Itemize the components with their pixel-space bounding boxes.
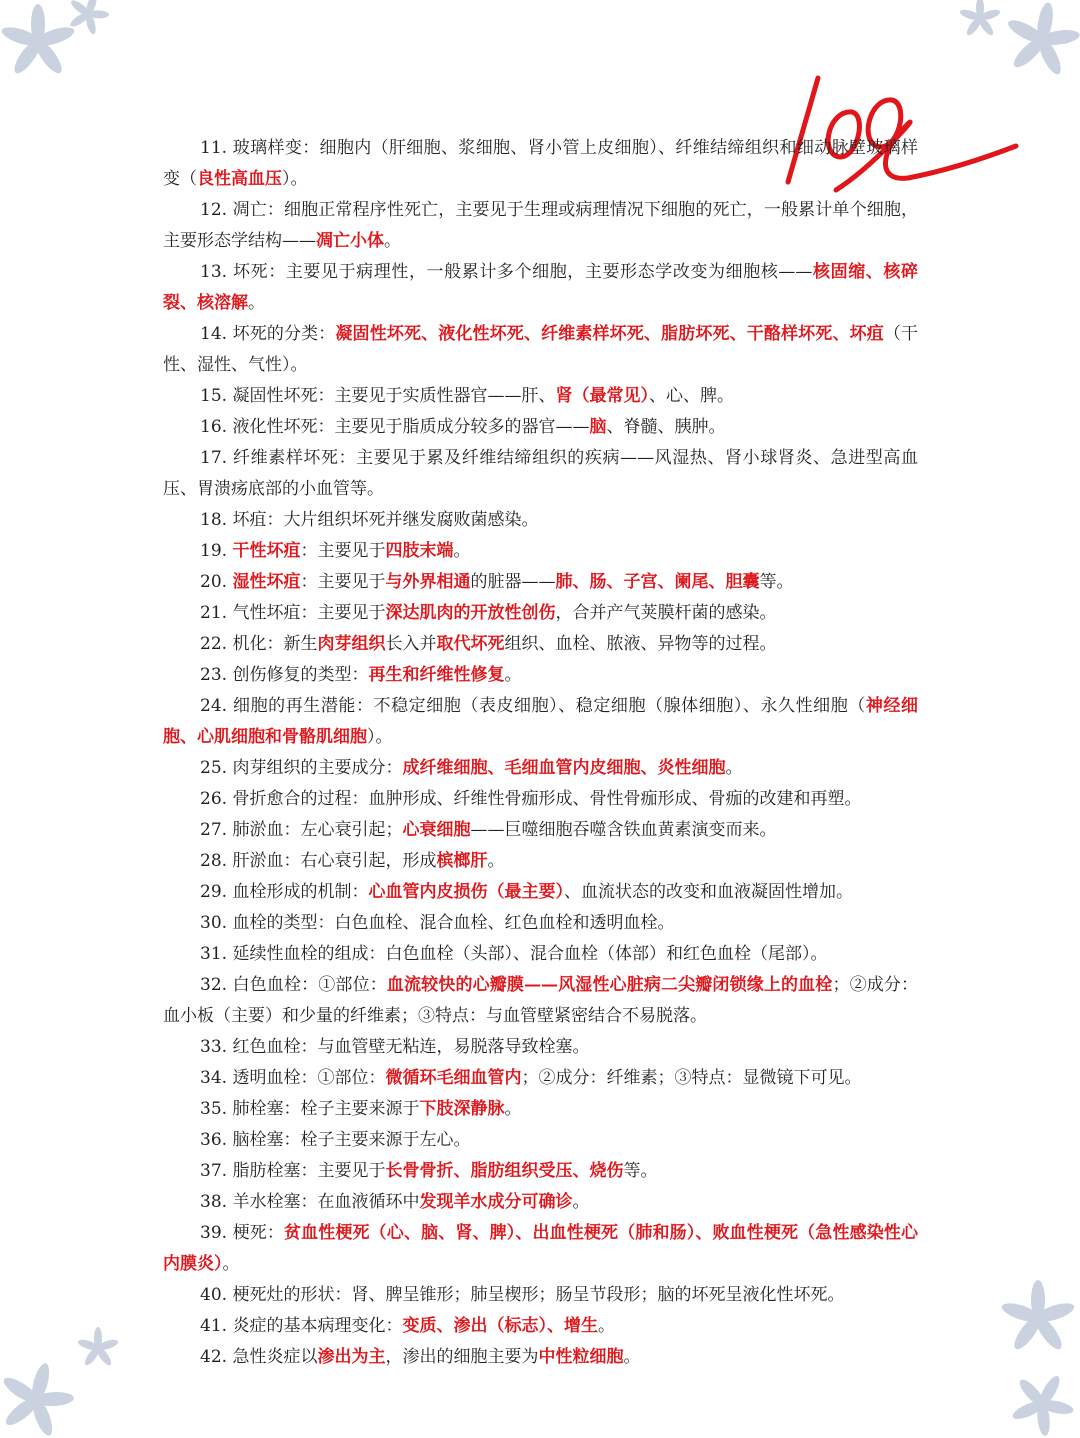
flower-decoration-bottom-right-icon [950,1270,1080,1438]
note-item [163,815,918,846]
note-text: ：主要见于 [300,572,386,592]
note-text: 29. 血栓形成的机制： [200,882,369,902]
note-text: ；②成分：血小板（主要）和少量的纤维素；③特点：与血管壁紧密结合不易脱落。 [163,975,919,1026]
note-text: 14. 坏死的分类： [200,324,336,344]
key-point-highlight: 凝固性坏死、液化性坏死、纤维素样坏死、脂肪坏死、干酪样坏死、坏疽 [335,324,884,344]
key-point-highlight: 心衰细胞 [402,820,471,840]
note-text: 40. 梗死灶的形状：肾、脾呈锥形；肺呈楔形；肠呈节段形；脑的坏死呈液化性坏死。 [200,1285,845,1305]
note-text: 31. 延续性血栓的组成：白色血栓（头部）、混合血栓（体部）和红色血栓（尾部）。 [200,944,828,964]
key-point-highlight: 再生和纤维性修复 [368,665,505,685]
key-point-highlight: 血流较快的心瓣膜——风湿性心脏病二尖瓣闭锁缘上的血栓 [386,975,833,995]
flower-decoration-bottom-left-icon [0,1318,130,1438]
note-item [163,1218,918,1280]
key-point-highlight: 深达肌肉的开放性创伤 [385,603,556,623]
key-point-highlight: 肉芽组织 [317,634,386,654]
note-item [163,1187,918,1218]
note-item [163,1032,918,1063]
note-item [163,691,918,753]
note-item [163,505,918,536]
note-text: 。 [248,293,265,313]
note-text: 32. 白色血栓：①部位： [200,975,387,995]
note-item [163,195,918,257]
note-text: 36. 脑栓塞：栓子主要来源于左心。 [200,1130,471,1150]
key-point-highlight: 凋亡小体 [316,231,384,251]
note-item [163,877,918,908]
note-text: 。 [623,1347,641,1367]
note-item [163,412,918,443]
key-point-highlight: 渗出为主 [317,1347,386,1367]
note-text: 42. 急性炎症以 [200,1347,318,1367]
note-item [163,319,918,381]
note-item [163,1094,918,1125]
key-point-highlight: 四肢末端 [385,541,454,561]
key-point-highlight: 与外界相通 [385,572,471,592]
note-text: 。 [504,1099,522,1119]
note-text: 。 [504,665,522,685]
note-text: 30. 血栓的类型：白色血栓、混合血栓、红色血栓和透明血栓。 [200,913,675,933]
note-text: 。 [572,1192,590,1212]
key-point-highlight: 发现羊水成分可确诊 [419,1192,573,1212]
key-point-highlight: 良性高血压 [197,169,282,189]
note-text: 等。 [623,1161,658,1181]
note-text: 21. 气性坏疽：主要见于 [200,603,386,623]
flower-decoration-top-left-icon [0,0,130,110]
note-text: ；②成分：纤维素；③特点：显微镜下可见。 [521,1068,862,1088]
note-text: 38. 羊水栓塞：在血液循环中 [200,1192,420,1212]
key-point-highlight: 肾（最常见） [555,386,649,406]
note-text: 22. 机化：新生 [200,634,318,654]
key-point-highlight: 成纤维细胞、毛细血管内皮细胞、炎性细胞 [402,758,726,778]
note-text: （干性、湿性、气性）。 [163,324,918,375]
note-text: 19. [200,541,233,561]
note-text: 20. [200,572,233,592]
note-text: 17. 纤维素样坏死：主要见于累及纤维结缔组织的疾病——风湿热、肾小球肾炎、急进型高血压、胃溃疡底部的小血管等。 [163,448,918,499]
note-text: 13. 坏死：主要见于病理性，一般累计多个细胞，主要形态学改变为细胞核—— [200,262,813,282]
key-point-highlight: 肺、肠、子宫、阑尾、胆囊 [555,572,760,592]
note-text: 。 [725,758,743,778]
note-text: 。 [453,541,471,561]
note-item [163,598,918,629]
note-text: 24. 细胞的再生潜能：不稳定细胞（表皮细胞）、稳定细胞（腺体细胞）、永久性细胞（ [200,696,866,716]
key-point-highlight: 槟榔肝 [436,851,488,871]
note-item [163,1342,918,1373]
key-point-highlight: 脑 [589,417,607,437]
note-item [163,257,918,319]
note-item [163,660,918,691]
note-text: 25. 肉芽组织的主要成分： [200,758,403,778]
note-text: 26. 骨折愈合的过程：血肿形成、纤维性骨痂形成、骨性骨痂形成、骨痂的改建和再塑。 [200,789,862,809]
note-text: ，合并产气荚膜杆菌的感染。 [555,603,777,623]
key-point-highlight: 中性粒细胞 [538,1347,624,1367]
note-item [163,567,918,598]
note-text: 长入并 [385,634,437,654]
note-text: 。 [487,851,505,871]
note-text: ）。 [367,727,393,747]
note-text: ：主要见于 [300,541,386,561]
key-point-highlight: 贫血性梗死（心、脑、肾、脾）、出血性梗死（肺和肠）、败血性梗死（急性感染性心内膜炎） [163,1223,918,1274]
note-item [163,970,918,1032]
note-text: 34. 透明血栓：①部位： [200,1068,386,1088]
note-text: 41. 炎症的基本病理变化： [200,1316,403,1336]
note-text: 。 [597,1316,615,1336]
note-text: ）。 [282,169,308,189]
note-item [163,1280,918,1311]
note-item [163,1311,918,1342]
note-item [163,133,918,195]
note-item [163,784,918,815]
note-item [163,381,918,412]
note-item [163,443,918,505]
note-item [163,1156,918,1187]
key-point-highlight: 变质、渗出（标志）、增生 [402,1316,598,1336]
note-text: 23. 创伤修复的类型： [200,665,369,685]
note-text: 27. 肺淤血：左心衰引起； [200,820,403,840]
note-text: 12. 凋亡：细胞正常程序性死亡，主要见于生理或病理情况下细胞的死亡，一般累计单个细胞，主要形态学结构—— [163,200,918,251]
note-text: ——巨噬细胞吞噬含铁血黄素演变而来。 [470,820,777,840]
note-text: 、心、脾。 [648,386,734,406]
key-point-highlight: 湿性坏疽 [232,572,301,592]
key-point-highlight: 心血管内皮损伤（最主要） [368,882,564,902]
note-text: 39. 梗死： [200,1223,284,1243]
note-text: 18. 坏疽：大片组织坏死并继发腐败菌感染。 [200,510,539,530]
note-text: 。 [384,231,401,251]
note-item [163,1063,918,1094]
note-text: 的脏器—— [470,572,556,592]
note-text: 35. 肺栓塞：栓子主要来源于 [200,1099,420,1119]
note-item [163,629,918,660]
note-text: 37. 脂肪栓塞：主要见于 [200,1161,386,1181]
note-text: 。 [222,1254,240,1274]
key-point-highlight: 取代坏死 [436,634,505,654]
note-text: ，渗出的细胞主要为 [385,1347,539,1367]
note-item [163,1125,918,1156]
note-item [163,536,918,567]
notes-list [163,133,918,1373]
key-point-highlight: 干性坏疽 [232,541,301,561]
note-text: 15. 凝固性坏死：主要见于实质性器官——肝、 [200,386,556,406]
key-point-highlight: 核固缩、核碎裂、核溶解 [163,262,918,313]
note-item [163,753,918,784]
note-item [163,846,918,877]
note-text: 33. 红色血栓：与血管壁无粘连，易脱落导致栓塞。 [200,1037,590,1057]
key-point-highlight: 微循环毛细血管内 [385,1068,522,1088]
note-text: 11. 玻璃样变：细胞内（肝细胞、浆细胞、肾小管上皮细胞）、纤维结缔组织和细动脉壁玻璃样变（ [163,138,918,189]
note-text: 28. 肝淤血：右心衰引起，形成 [200,851,437,871]
note-item [163,939,918,970]
key-point-highlight: 长骨骨折、脂肪组织受压、烧伤 [385,1161,624,1181]
note-text: 组织、血栓、脓液、异物等的过程。 [504,634,777,654]
note-text: 16. 液化性坏死：主要见于脂质成分较多的器官—— [200,417,590,437]
key-point-highlight: 神经细胞、心肌细胞和骨骼肌细胞 [163,696,918,747]
note-text: 、血流状态的改变和血液凝固性增加。 [563,882,853,902]
note-text: 、脊髓、胰肿。 [606,417,726,437]
note-item [163,908,918,939]
note-text: 等。 [759,572,794,592]
key-point-highlight: 下肢深静脉 [419,1099,505,1119]
